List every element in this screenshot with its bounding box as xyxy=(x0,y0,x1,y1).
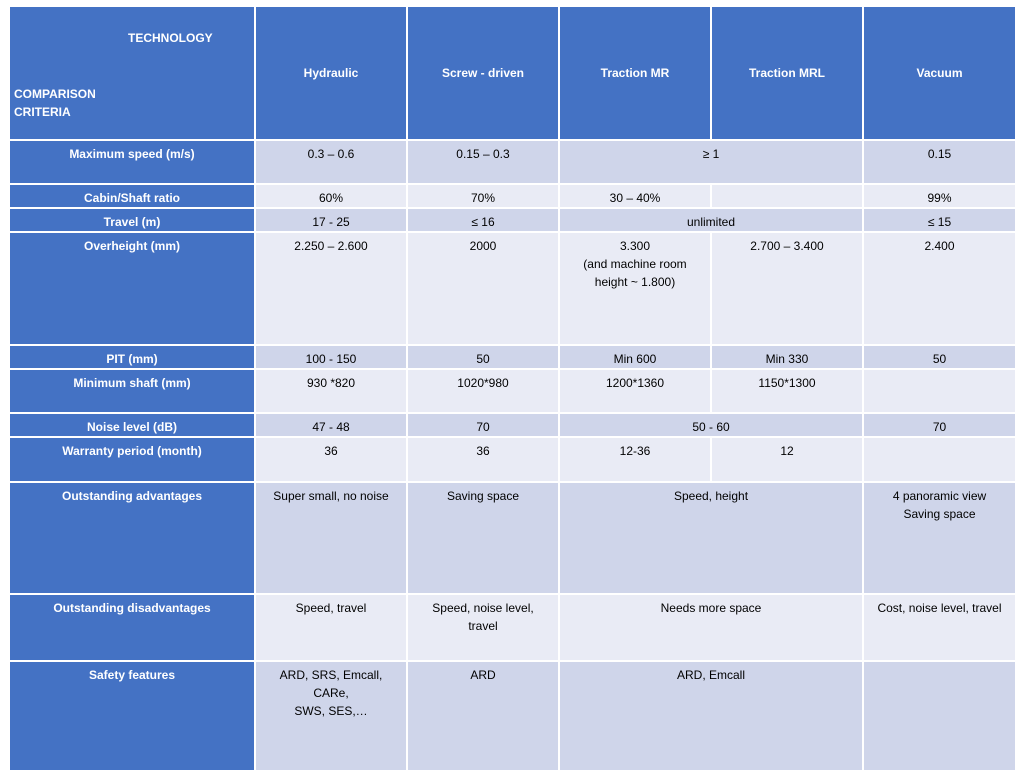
corner-header-cell xyxy=(9,6,255,140)
table-row xyxy=(9,594,1016,661)
cell-line: travel xyxy=(468,619,498,633)
table-cell: 50 - 60 xyxy=(559,413,863,437)
table-cell: 12 xyxy=(711,437,863,482)
row-label: Minimum shaft (mm) xyxy=(9,369,255,413)
cell-line: SWS, SES,… xyxy=(294,704,368,718)
table-cell xyxy=(863,661,1016,771)
table-cell: 99% xyxy=(863,184,1016,208)
table-cell xyxy=(559,232,711,345)
table-cell: 30 – 40% xyxy=(559,184,711,208)
column-header-traction-mrl: Traction MRL xyxy=(711,6,863,140)
table-cell: 0.3 – 0.6 xyxy=(255,140,407,184)
table-row xyxy=(9,140,1016,184)
table-cell: Speed, travel xyxy=(255,594,407,661)
table-cell: 70 xyxy=(863,413,1016,437)
table-cell: 100 - 150 xyxy=(255,345,407,369)
table-cell: ARD, Emcall xyxy=(559,661,863,771)
table-cell xyxy=(255,661,407,771)
table-cell: unlimited xyxy=(559,208,863,232)
cell-line: Speed, noise level, xyxy=(432,601,534,615)
table-cell: 36 xyxy=(255,437,407,482)
header-row xyxy=(9,6,1016,140)
row-label: Noise level (dB) xyxy=(9,413,255,437)
table-cell: Min 330 xyxy=(711,345,863,369)
table-cell: 1150*1300 xyxy=(711,369,863,413)
table-cell: 12-36 xyxy=(559,437,711,482)
table-cell xyxy=(863,482,1016,594)
table-row xyxy=(9,208,1016,232)
table-cell: Needs more space xyxy=(559,594,863,661)
table-cell: 70 xyxy=(407,413,559,437)
table-cell: 47 - 48 xyxy=(255,413,407,437)
table-cell: 36 xyxy=(407,437,559,482)
table-cell: 2.700 – 3.400 xyxy=(711,232,863,345)
table-cell: 60% xyxy=(255,184,407,208)
table-cell: 1020*980 xyxy=(407,369,559,413)
table-cell: 50 xyxy=(407,345,559,369)
criteria-label: CRITERIA xyxy=(14,105,71,119)
technology-label: TECHNOLOGY xyxy=(128,31,213,45)
table-cell: ≤ 15 xyxy=(863,208,1016,232)
table-cell: 2000 xyxy=(407,232,559,345)
cell-line: Saving space xyxy=(903,507,976,521)
row-label: Cabin/Shaft ratio xyxy=(9,184,255,208)
table-cell: Super small, no noise xyxy=(255,482,407,594)
column-header-vacuum: Vacuum xyxy=(863,6,1016,140)
table-cell: 50 xyxy=(863,345,1016,369)
comparison-table xyxy=(8,5,1017,772)
table-cell: 0.15 – 0.3 xyxy=(407,140,559,184)
table-cell xyxy=(407,594,559,661)
row-label: Overheight (mm) xyxy=(9,232,255,345)
row-label: Outstanding advantages xyxy=(9,482,255,594)
cell-line: (and machine room xyxy=(583,257,687,271)
table-cell: ≥ 1 xyxy=(559,140,863,184)
table-cell xyxy=(863,437,1016,482)
table-cell: 2.250 – 2.600 xyxy=(255,232,407,345)
table-cell: 1200*1360 xyxy=(559,369,711,413)
row-label: Travel (m) xyxy=(9,208,255,232)
table-cell xyxy=(711,184,863,208)
table-cell: ARD xyxy=(407,661,559,771)
table-cell: 0.15 xyxy=(863,140,1016,184)
cell-line: ARD, SRS, Emcall, CARe, xyxy=(279,668,383,700)
row-label: PIT (mm) xyxy=(9,345,255,369)
row-label: Warranty period (month) xyxy=(9,437,255,482)
table-row xyxy=(9,184,1016,208)
column-header-traction-mr: Traction MR xyxy=(559,6,711,140)
table-cell: Cost, noise level, travel xyxy=(863,594,1016,661)
table-cell: 930 *820 xyxy=(255,369,407,413)
column-header-hydraulic: Hydraulic xyxy=(255,6,407,140)
table-row xyxy=(9,437,1016,482)
column-header-screw-driven: Screw - driven xyxy=(407,6,559,140)
table-cell: ≤ 16 xyxy=(407,208,559,232)
row-label: Outstanding disadvantages xyxy=(9,594,255,661)
table-row xyxy=(9,482,1016,594)
cell-line: 4 panoramic view xyxy=(892,489,987,503)
table-row xyxy=(9,413,1016,437)
table-cell: Saving space xyxy=(407,482,559,594)
table-row xyxy=(9,232,1016,345)
table-row xyxy=(9,369,1016,413)
table-cell: 17 - 25 xyxy=(255,208,407,232)
table-row xyxy=(9,345,1016,369)
table-cell: 70% xyxy=(407,184,559,208)
table-cell xyxy=(863,369,1016,413)
cell-line: 3.300 xyxy=(619,239,651,253)
cell-line: height ~ 1.800) xyxy=(594,275,676,289)
row-label: Safety features xyxy=(9,661,255,771)
row-label: Maximum speed (m/s) xyxy=(9,140,255,184)
table-row xyxy=(9,661,1016,771)
table-cell: 2.400 xyxy=(863,232,1016,345)
table-cell: Min 600 xyxy=(559,345,711,369)
comparison-label: COMPARISON xyxy=(14,87,96,101)
table-cell: Speed, height xyxy=(559,482,863,594)
